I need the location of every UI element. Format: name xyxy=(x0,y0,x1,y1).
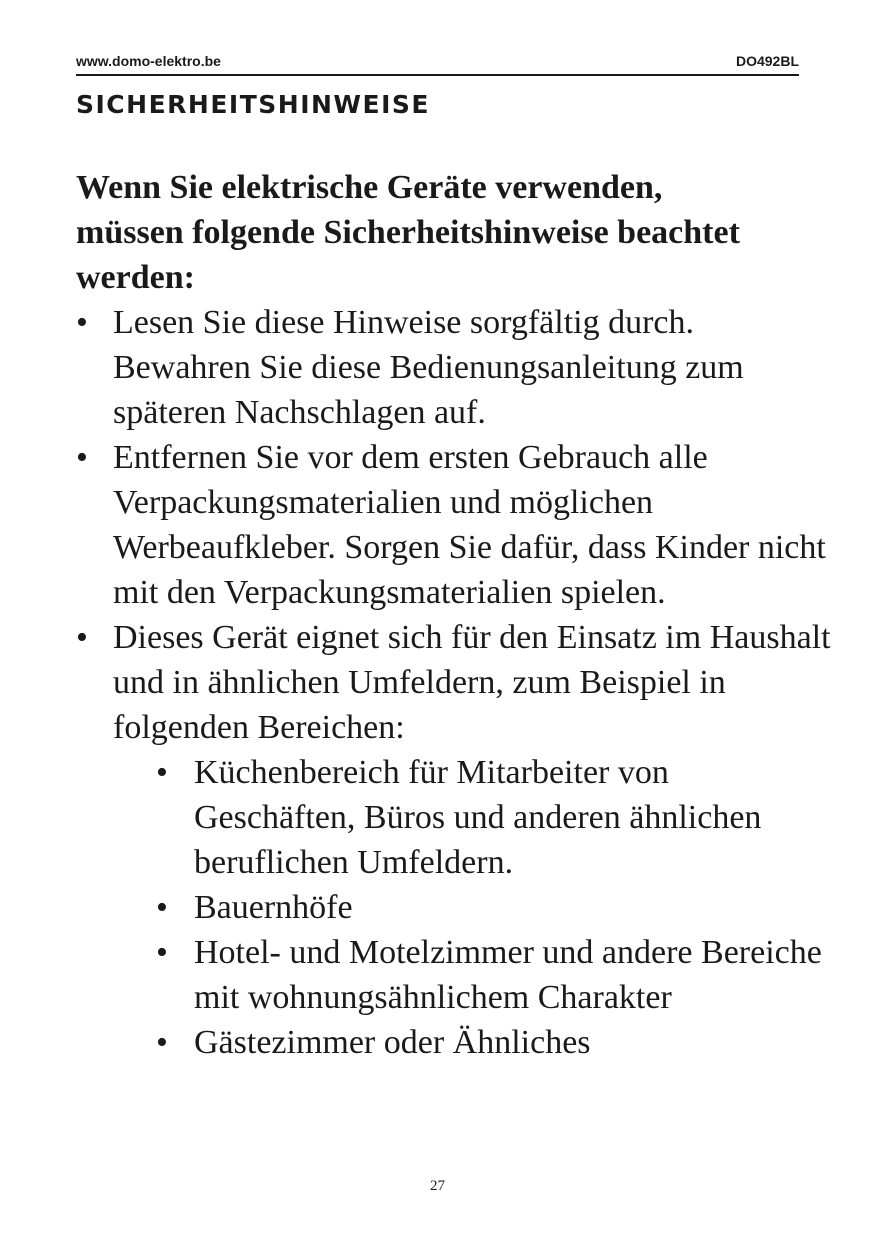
sub-list-item: • Gästezimmer oder Ähnliches xyxy=(156,1020,836,1065)
sub-list-item: • Bauernhöfe xyxy=(156,885,836,930)
list-item xyxy=(76,615,836,1065)
sub-list-item: • Hotel- und Motelzimmer und andere Bereiche mit wohnungsähnlichem Charakter xyxy=(156,930,836,1020)
website-url[interactable]: www.domo-elektro.be xyxy=(76,53,221,69)
list-item-text: Dieses Gerät eignet sich für den Einsatz im Haushalt und in ähnlichen Umfeldern, zum Beispiel in folgenden Bereichen: xyxy=(113,619,831,746)
page-header xyxy=(76,52,799,76)
sub-list-item: • Küchenbereich für Mitarbeiter von Geschäften, Büros und anderen ähnlichen beruflichen Umfeldern. xyxy=(156,750,836,885)
bullet-list xyxy=(76,300,836,1065)
page-number: 27 xyxy=(430,1178,445,1194)
section-title: sicherheitshinweise xyxy=(76,81,430,122)
safety-instructions xyxy=(76,165,836,1065)
intro-paragraph: Wenn Sie elektrische Geräte verwenden, müssen folgende Sicherheitshinweise beachtet werden: xyxy=(76,169,740,296)
model-number: DO492BL xyxy=(735,53,799,69)
list-item: • Lesen Sie diese Hinweise sorgfältig durch. Bewahren Sie diese Bedienungsanleitung zum späteren Nachschlagen auf. xyxy=(76,300,836,435)
sub-bullet-list xyxy=(113,750,836,1065)
list-item: • Entfernen Sie vor dem ersten Gebrauch alle Verpackungsmaterialien und möglichen Werbeaufkleber. Sorgen Sie dafür, dass Kinder nicht mit den Verpackungsmaterialien spielen. xyxy=(76,435,836,615)
